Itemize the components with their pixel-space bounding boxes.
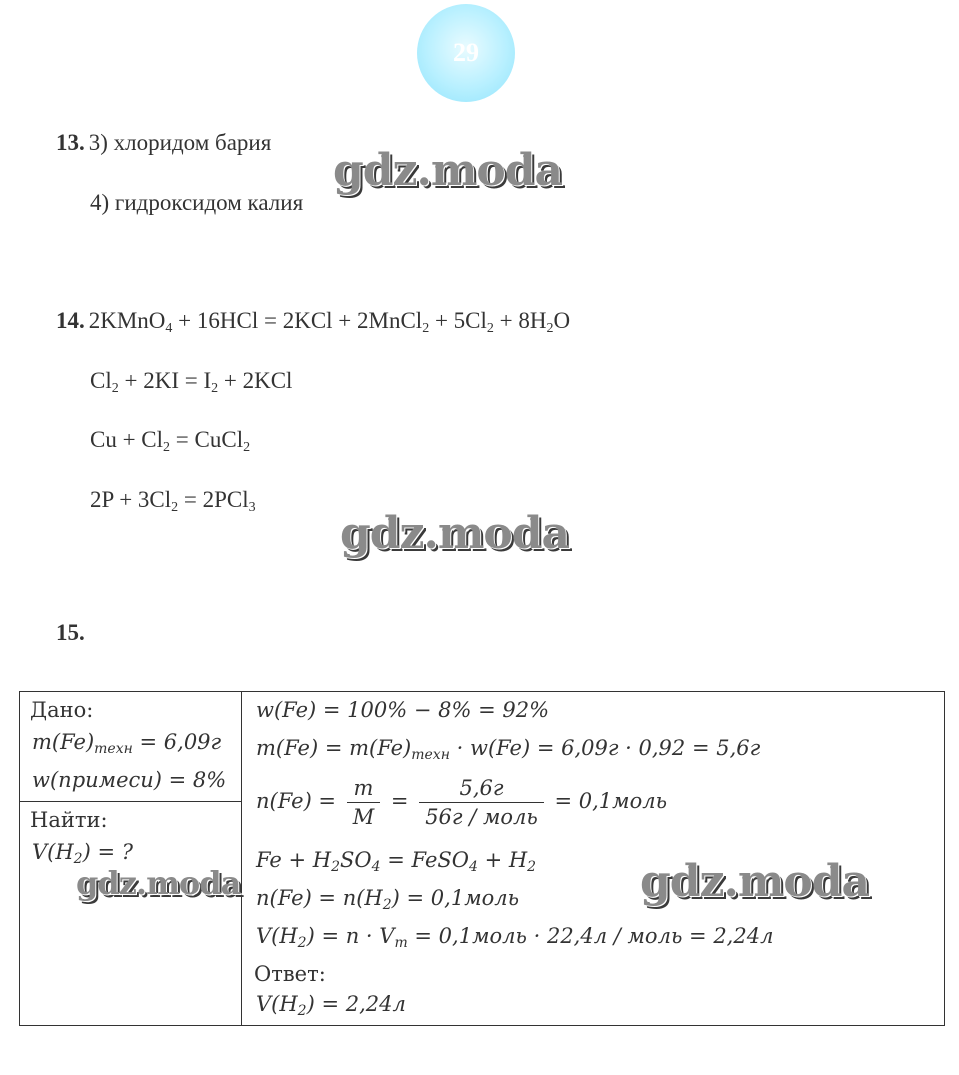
eq1-sub-b: 2 <box>422 321 430 336</box>
eq2-sub-b: 2 <box>211 381 219 396</box>
answer-b: ) = 2,24л <box>306 992 406 1016</box>
eq1-sub-d: 2 <box>546 321 554 336</box>
task13-item3: 3) хлоридом бария <box>88 130 272 155</box>
fraction-m-over-M <box>347 774 381 831</box>
solution-line-5 <box>256 886 520 913</box>
solution-line-6 <box>256 924 774 951</box>
task13-line1 <box>56 130 271 156</box>
answer-label: Ответ: <box>254 962 326 986</box>
find-volume <box>32 840 133 867</box>
table-vertical-divider <box>241 692 242 1025</box>
eq2-part-b: + 2KI = I <box>118 368 212 393</box>
task14-number: 14. <box>56 308 85 333</box>
sol3-rhs: = 0,1моль <box>547 789 668 813</box>
eq4-part-b: = 2PCl <box>178 487 249 512</box>
watermark-1: gdz.moda <box>333 145 563 196</box>
task14-eq1 <box>56 308 570 334</box>
eq1-sub-c: 2 <box>486 321 494 336</box>
eq4-part-a: 2P + 3Cl <box>90 487 172 512</box>
sol6-b: ) = n · V <box>306 924 395 948</box>
sol4-sub1: 2 <box>331 859 341 875</box>
given-mass-lhs: m(Fe) <box>32 730 95 754</box>
fraction-2-denominator: 56г / моль <box>425 805 538 829</box>
sol4-sub2: 4 <box>371 859 381 875</box>
sol6-c: = 0,1моль · 22,4л / моль = 2,24л <box>407 924 774 948</box>
eq4-sub-b: 3 <box>248 500 256 515</box>
solution-line-2 <box>256 736 761 763</box>
sol6-sub1: 2 <box>297 935 307 951</box>
task15-number-text: 15. <box>56 620 85 645</box>
fraction-2-numerator: 5,6г <box>419 774 544 803</box>
given-impurity: w(примеси) = 8% <box>32 768 227 792</box>
find-volume-a: V(H <box>32 840 74 864</box>
answer-a: V(H <box>256 992 298 1016</box>
sol6-a: V(H <box>256 924 298 948</box>
solution-line-4 <box>256 848 537 875</box>
eq2-part-c: + 2KCl <box>218 368 293 393</box>
sol5-sub: 2 <box>382 897 392 913</box>
sol6-sub2: m <box>394 935 408 951</box>
answer-sub: 2 <box>297 1003 307 1019</box>
sol4-d: + H <box>477 848 528 872</box>
sol4-c: = FeSO <box>380 848 469 872</box>
sol4-a: Fe + H <box>256 848 332 872</box>
eq2-part-a: Cl <box>90 368 112 393</box>
eq3-sub-a: 2 <box>163 440 171 455</box>
sol2-b: · w(Fe) = 6,09г · 0,92 = 5,6г <box>449 736 761 760</box>
task14-eq3 <box>90 427 250 453</box>
sol4-sub3: 4 <box>468 859 478 875</box>
page-number-badge <box>417 4 515 102</box>
eq4-sub-a: 2 <box>171 500 179 515</box>
page-number: 29 <box>453 38 479 67</box>
fraction-1-denominator: M <box>352 805 375 829</box>
eq3-part-b: = CuCl <box>170 427 244 452</box>
sol3-lhs: n(Fe) = <box>256 789 343 813</box>
fraction-values <box>419 774 544 831</box>
eq1-part-c: + 5Cl <box>429 308 487 333</box>
find-label: Найти: <box>30 808 108 832</box>
task15-number <box>56 620 89 646</box>
sol4-b: SO <box>340 848 372 872</box>
eq1-part-e: O <box>553 308 571 333</box>
sol5-a: n(Fe) = n(H <box>256 886 383 910</box>
answer-value <box>256 992 406 1019</box>
watermark-2: gdz.moda <box>340 508 570 559</box>
sol2-a: m(Fe) = m(Fe) <box>256 736 412 760</box>
eq1-part-d: + 8H <box>493 308 547 333</box>
watermark-3: gdz.moda <box>76 864 241 902</box>
solution-line-3 <box>256 774 667 831</box>
sol4-sub4: 2 <box>527 859 537 875</box>
task13-number: 13. <box>56 130 85 155</box>
given-mass-sub: техн <box>94 741 133 757</box>
task14-eq4 <box>90 487 256 513</box>
find-volume-sub: 2 <box>73 851 83 867</box>
sol5-b: ) = 0,1моль <box>391 886 520 910</box>
eq1-part-a: 2KMnO <box>88 308 166 333</box>
given-mass <box>32 730 222 757</box>
eq1-part-b: + 16HCl = 2KCl + 2MnCl <box>172 308 423 333</box>
eq3-part-a: Cu + Cl <box>90 427 164 452</box>
watermark-4: gdz.moda <box>640 856 870 907</box>
eq1-sub-a: 4 <box>165 321 173 336</box>
task14-eq2 <box>90 368 292 394</box>
solution-line-1: w(Fe) = 100% − 8% = 92% <box>256 698 550 722</box>
sol2-sub: техн <box>411 747 450 763</box>
fraction-1-numerator: m <box>347 774 381 803</box>
find-volume-b: ) = ? <box>82 840 133 864</box>
given-mass-rhs: = 6,09г <box>132 730 222 754</box>
eq3-sub-b: 2 <box>243 440 251 455</box>
eq2-sub-a: 2 <box>111 381 119 396</box>
task13-item4: 4) гидроксидом калия <box>90 190 304 215</box>
given-label: Дано: <box>30 698 94 722</box>
sol3-eq: = <box>384 789 416 813</box>
table-horizontal-divider <box>20 801 242 802</box>
